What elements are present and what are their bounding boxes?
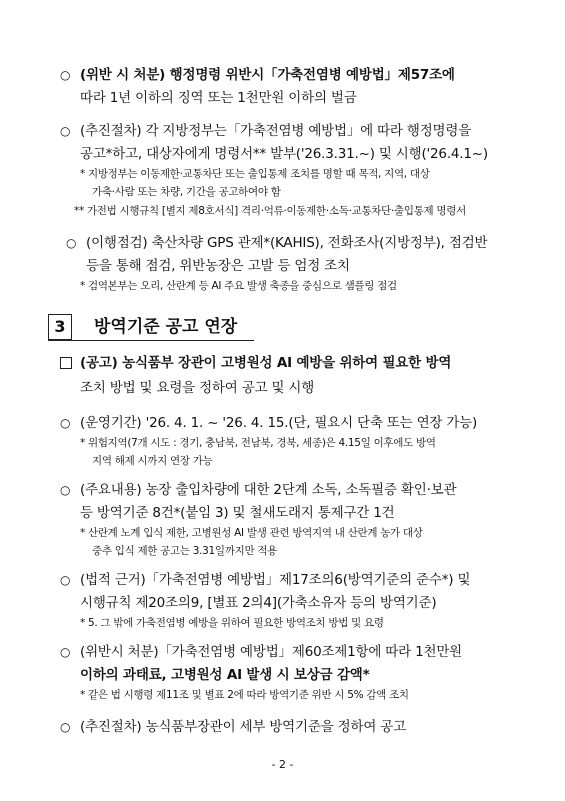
legal-basis-line-1: (법적 근거)「가축전염병 예방법」제17조의6(방역기준의 준수*) 및 [80, 572, 471, 588]
square-bullet-icon [60, 357, 72, 369]
penalty-line-1: (위반 시 처분) 행정명령 위반시「가축전염병 예방법」제57조에 [80, 67, 455, 83]
penalty-line-2: 따라 1년 이하의 징역 또는 1천만원 이하의 벌금 [80, 90, 357, 106]
inspection-note: * 검역본부는 오리, 산란계 등 AI 주요 발생 축종을 중심으로 샘플링 점검 [80, 280, 397, 292]
section-underline [48, 340, 254, 341]
bullet-marker: ○ [60, 720, 71, 734]
procedure-line-2: 공고*하고, 대상자에게 명령서** 발부('26.3.31.~) 및 시행('26.4.1~) [80, 146, 488, 162]
bullet-marker: ○ [60, 124, 71, 138]
inspection-line-2: 등을 통해 점검, 위반농장은 고발 등 엄정 조치 [86, 258, 350, 274]
section-number-box: 3 [48, 314, 72, 340]
bullet-marker: ○ [60, 573, 71, 587]
period-note: * 위험지역(7개 시도 : 경기, 충남북, 전남북, 경북, 세종)은 4.15일 이후에도 방역 [80, 437, 436, 449]
section-title: 방역기준 공고 연장 [94, 317, 238, 337]
content-note-cont: 중추 입식 제한 공고는 3.31일까지만 적용 [92, 545, 278, 557]
legal-basis-line-2: 시행규칙 제20조의9, [별표 2의4](가축소유자 등의 방역기준) [80, 595, 437, 611]
note-1: * 지방정부는 이동제한·교통차단 또는 출입통제 조치를 명할 때 목적, 지역, 대상 [80, 168, 430, 180]
period-line: (운영기간) '26. 4. 1. ~ '26. 4. 15.(단, 필요시 단축 또는 연장 가능) [80, 415, 478, 431]
bullet-marker: ○ [60, 68, 71, 82]
procedure-line-1: (추진절차) 각 지방정부는「가축전염병 예방법」에 따라 행정명령을 [80, 123, 472, 139]
legal-basis-note: * 5. 그 밖에 가축전염병 예방을 위하여 필요한 방역조치 방법 및 요령 [80, 617, 384, 629]
announcement-line-2: 조치 방법 및 요령을 정하여 공고 및 시행 [80, 380, 315, 396]
page-number: - 2 - [271, 758, 294, 771]
bullet-marker: ○ [60, 645, 71, 659]
final-procedure-line: (추진절차) 농식품부장관이 세부 방역기준을 정하여 공고 [80, 719, 406, 735]
violation-line-2: 이하의 과태료, 고병원성 AI 발생 시 보상금 감액* [80, 667, 370, 683]
period-note-cont: 지역 해제 시까지 연장 가능 [92, 455, 213, 467]
bullet-marker: ○ [66, 236, 77, 250]
bullet-marker: ○ [60, 483, 71, 497]
violation-line-1: (위반시 처분)「가축전염병 예방법」제60조제1항에 따라 1천만원 [80, 644, 462, 660]
inspection-line-1: (이행점검) 축산차량 GPS 관제*(KAHIS), 전화조사(지방정부), 점검반 [86, 235, 488, 251]
note-1-cont: 가축·사람 또는 차량, 기간을 공고하여야 함 [92, 186, 281, 198]
content-line-2: 등 방역기준 8건*(붙임 3) 및 철새도래지 통제구간 1건 [80, 505, 395, 521]
violation-note: * 같은 법 시행령 제11조 및 별표 2에 따라 방역기준 위반 시 5% 감액 조치 [80, 689, 409, 701]
bullet-marker: ○ [60, 416, 71, 430]
announcement-line-1: (공고) 농식품부 장관이 고병원성 AI 예방을 위하여 필요한 방역 [80, 355, 452, 371]
note-2: ** 가전법 시행규칙 [별지 제8호서식] 격리·억류·이동제한·소독·교통차단·출입통제 명령서 [74, 205, 466, 217]
content-line-1: (주요내용) 농장 출입차량에 대한 2단계 소독, 소독필증 확인·보관 [80, 482, 457, 498]
content-note: * 산란계 노계 입식 제한, 고병원성 AI 발생 관련 방역지역 내 산란계 농가 대상 [80, 527, 423, 539]
